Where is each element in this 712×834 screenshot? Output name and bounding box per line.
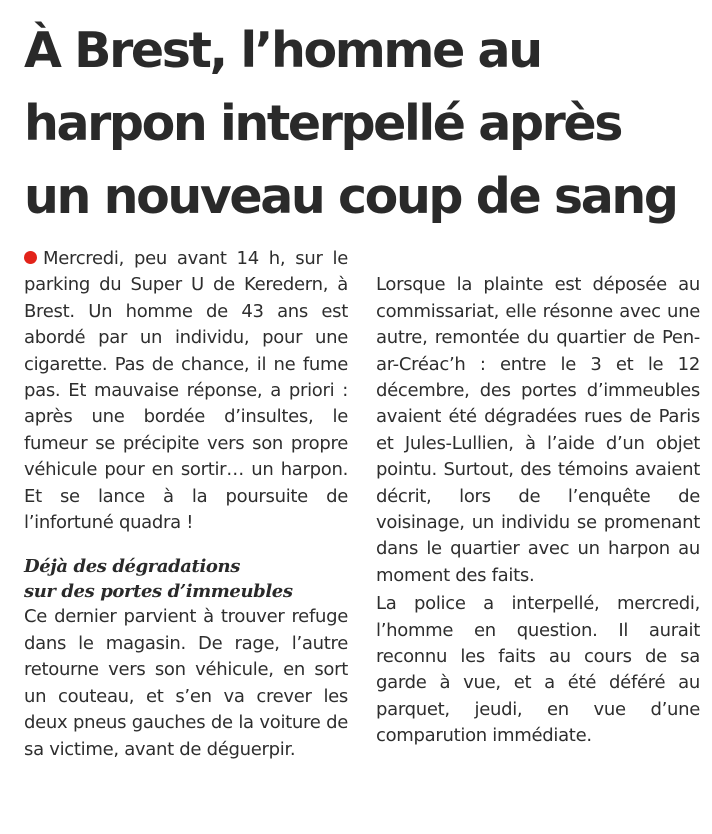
paragraph-text: Mercredi, peu avant 14 h, sur le parking du Super U de Keredern, à Brest. Un homme de 43 ans est abordé par un individu, pour une cigarette. Pas de chance, il ne fume pas. Et mauvaise réponse, a priori : après une bordée d’insultes, le fumeur se précipite vers son propre véhicule pour en sortir… un harpon. Et se lance à la poursuite de l’infortuné quadra ! (24, 248, 348, 534)
subheading-line: Déjà des dégradations (24, 556, 240, 578)
body-column-right (376, 246, 700, 750)
headline (24, 14, 704, 233)
subheading-line: sur des portes d’immeubles (24, 581, 293, 603)
body-paragraph: Lorsque la plainte est déposée au commissariat, elle résonne avec une autre, remontée du quartier de Pen-ar-Créac’h : entre le 3 et le 12 décembre, des portes d’immeubles avaient été dégradées rues de Paris et Jules-Lullien, à l’aide d’un objet pointu. Surtout, des témoins avaient décrit, lors de l’enquête de voisinage, un individu se promenant dans le quartier avec un harpon au moment des faits. (376, 274, 700, 586)
red-bullet-icon (24, 251, 37, 264)
headline-line: harpon interpellé après (24, 95, 621, 152)
body-paragraph: La police a interpellé, mercredi, l’homme en question. Il aurait reconnu les faits au cours de sa garde à vue, et a été déféré au parquet, jeudi, en vue d’une comparution immédiate. (376, 593, 700, 747)
headline-line: un nouveau coup de sang (24, 168, 677, 225)
body-paragraph: Ce dernier parvient à trouver refuge dans le magasin. De rage, l’autre retourne vers son véhicule, en sort un couteau, et s’en va crever les deux pneus gauches de la voiture de sa victime, avant de déguerpir. (24, 606, 348, 760)
body-column-left (24, 246, 348, 763)
lead-paragraph (24, 246, 348, 536)
subheading (24, 554, 348, 604)
headline-line: À Brest, l’homme au (24, 22, 541, 79)
